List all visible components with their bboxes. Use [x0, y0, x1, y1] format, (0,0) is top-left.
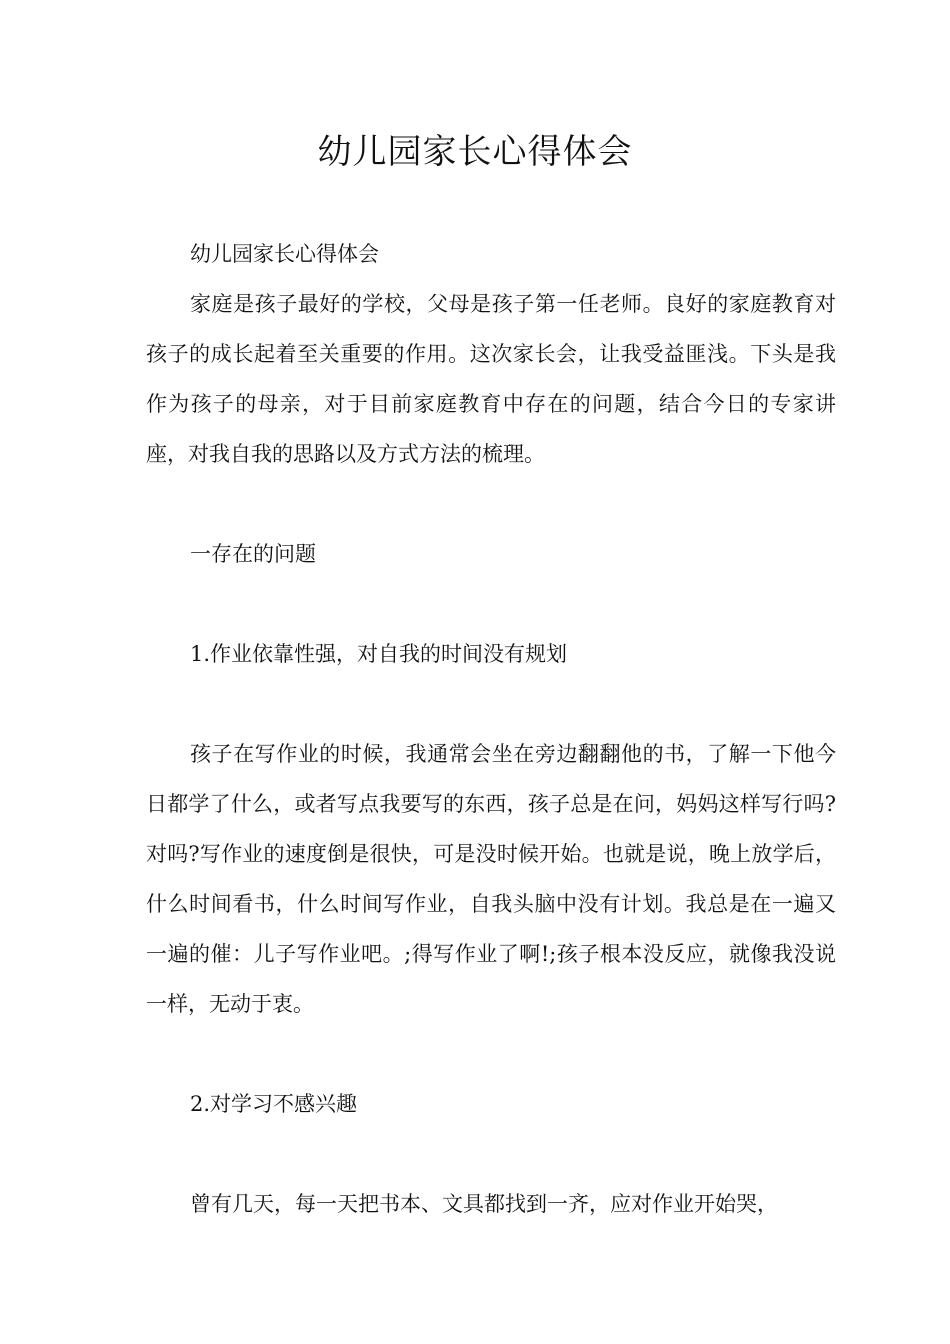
body-paragraph-intro: 家庭是孩子最好的学校，父母是孩子第一任老师。良好的家庭教育对孩子的成长起着至关重要的作用。这次家长会，让我受益匪浅。下头是我作为孩子的母亲，对于目前家庭教育中存在的问题，结合今日的专家讲座，对我自我的思路以及方式方法的梳理。 — [146, 292, 836, 466]
paragraph-spacer — [146, 1129, 836, 1179]
document-body — [146, 229, 836, 1229]
subheading-no-interest: 2.对学习不感兴趣 — [190, 1092, 358, 1116]
paragraph-spacer — [146, 479, 836, 529]
paragraph-spacer — [146, 1029, 836, 1079]
paragraph-spacer — [146, 679, 836, 729]
section-heading-problems: 一存在的问题 — [190, 542, 316, 566]
document-title: 幼儿园家长心得体会 — [317, 132, 633, 172]
subheading-homework-dependence: 1.作业依靠性强，对自我的时间没有规划 — [190, 642, 568, 666]
paragraph-spacer — [146, 579, 836, 629]
body-paragraph-homework: 孩子在写作业的时候，我通常会坐在旁边翻翻他的书，了解一下他今日都学了什么，或者写点我要写的东西，孩子总是在问，妈妈这样写行吗?对吗?写作业的速度倒是很快，可是没时候开始。也就是说，晚上放学后，什么时间看书，什么时间写作业，自我头脑中没有计划。我总是在一遍又一遍的催：儿子写作业吧。;得写作业了啊!;孩子根本没反应，就像我没说一样，无动于衷。 — [146, 742, 836, 1016]
body-paragraph-interest: 曾有几天，每一天把书本、文具都找到一齐，应对作业开始哭， — [190, 1192, 778, 1216]
body-paragraph-subtitle: 幼儿园家长心得体会 — [190, 242, 379, 266]
